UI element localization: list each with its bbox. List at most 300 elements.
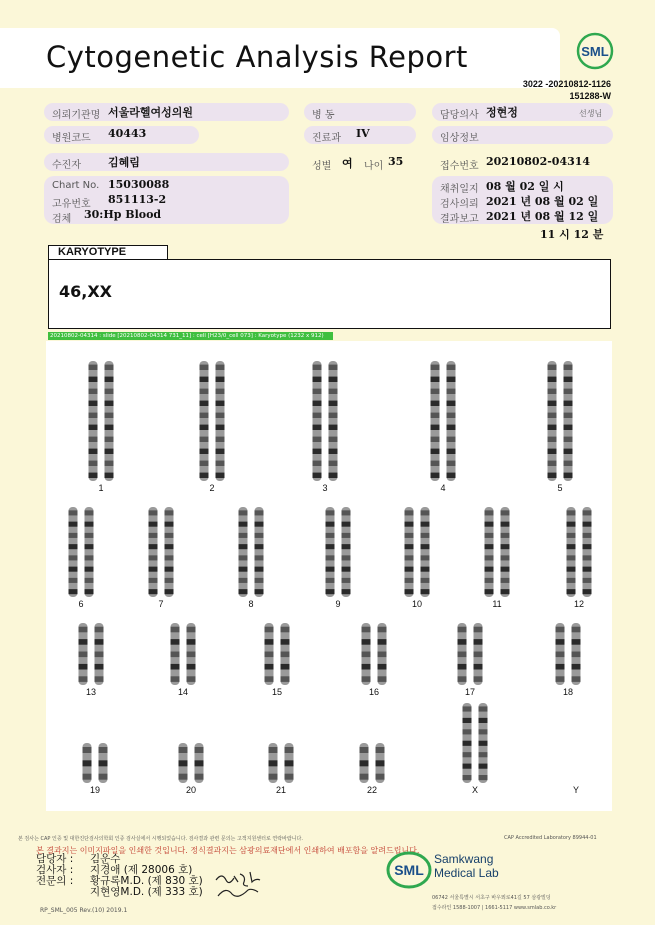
chromosome-band — [342, 544, 351, 549]
chromosome-band — [313, 365, 322, 370]
chromosome-label-7: 7 — [158, 599, 164, 609]
chromosome-band — [485, 510, 494, 515]
chromosome-band — [165, 522, 174, 527]
chromosome-band — [216, 461, 225, 466]
chromosome-pair-9 — [326, 507, 351, 609]
lab-name-line1: Samkwang — [434, 852, 494, 866]
chromosome-band — [89, 425, 98, 430]
chromosome-band — [105, 449, 114, 454]
chromosome-band — [326, 544, 335, 549]
chromosome-band — [405, 510, 414, 515]
chromosome-band — [362, 676, 371, 682]
chromosome-band — [564, 401, 573, 406]
chromosome-band — [463, 706, 472, 711]
chromosome-label-5: 5 — [557, 483, 563, 493]
chromosome-band — [376, 774, 385, 780]
chromosome-band — [69, 522, 78, 527]
chromosome-band — [85, 589, 94, 594]
chromosome-pair-1 — [89, 361, 114, 493]
chromosome-band — [342, 589, 351, 594]
chromosome-band — [149, 589, 158, 594]
chromosome-band — [583, 544, 592, 549]
chromosome-band — [187, 652, 196, 658]
chromosome — [326, 507, 335, 597]
id-no-value: 851113-2 — [108, 193, 167, 206]
chromosome — [342, 507, 351, 597]
chromosome-band — [583, 567, 592, 572]
chromosome — [69, 507, 78, 597]
chromosome-band — [165, 555, 174, 560]
chromosome-label-4: 4 — [440, 483, 446, 493]
chromosome-band — [255, 533, 264, 538]
chromosome-pair-13 — [79, 623, 104, 697]
chromosome-band — [479, 775, 488, 780]
chromosome-band — [326, 510, 335, 515]
chromosome-band — [342, 533, 351, 538]
chromosome-band — [187, 676, 196, 682]
chromosome-band — [79, 639, 88, 645]
hospital-code-label: 병원코드 — [52, 133, 91, 144]
chromosome-band — [165, 578, 174, 583]
chromosome-band — [216, 389, 225, 394]
chromosome-band — [83, 774, 92, 780]
chromosome-pair-18 — [556, 623, 581, 697]
chromosome-label-2: 2 — [209, 483, 215, 493]
chromosome-band — [485, 555, 494, 560]
chromosome-band — [421, 533, 430, 538]
chromosome-pair-8 — [239, 507, 264, 609]
chromosome-band — [329, 437, 338, 442]
chromosome-band — [281, 652, 290, 658]
result-time: 11 시 12 분 — [540, 228, 604, 241]
chromosome-band — [421, 544, 430, 549]
fine-print-right: CAP Accredited Laboratory 89944-01 — [504, 835, 597, 841]
chromosome-band — [362, 664, 371, 670]
chromosome-band — [567, 522, 576, 527]
fine-print-left: 본 검사는 CAP 인증 및 대한진단검사의학회 인증 검사실에서 시행되었습니다. 검사결과 관련 문의는 고객지원센터로 연락바랍니다. — [18, 836, 303, 842]
chromosome-band — [239, 544, 248, 549]
chromosome-band — [69, 510, 78, 515]
chromosome-band — [89, 473, 98, 478]
chromosome-band — [269, 747, 278, 753]
chromosome-band — [376, 747, 385, 753]
chromosome-band — [548, 449, 557, 454]
chromosome-band — [89, 389, 98, 394]
chromosome-band — [200, 437, 209, 442]
chromosome-label-21: 21 — [275, 785, 287, 795]
chromosome-band — [485, 544, 494, 549]
image-print-notice: 본 결과지는 이미지파일을 인쇄한 것입니다. 정식결과지는 삼광의료재단에서 인쇄하여 배포함을 알려드립니다. — [36, 846, 420, 855]
chromosome-pair-7 — [149, 507, 174, 609]
chromosome-label-10: 10 — [411, 599, 423, 609]
staff-name: 김운수 — [90, 853, 121, 865]
chromosome-band — [376, 760, 385, 766]
chromosome-pair-12 — [567, 507, 592, 609]
chromosome-band — [89, 377, 98, 382]
chromosome-band — [421, 578, 430, 583]
chromosome-band — [69, 533, 78, 538]
chromosome-band — [431, 365, 440, 370]
staff-list — [36, 854, 203, 898]
chromosome-pair-X — [463, 703, 488, 795]
chromosome-band — [216, 401, 225, 406]
chromosome — [85, 507, 94, 597]
chromosome-band — [474, 652, 483, 658]
chromosome-band — [583, 522, 592, 527]
chromosome-band — [548, 365, 557, 370]
svg-text:SML: SML — [581, 44, 609, 59]
staff-role: 담당자 : — [36, 853, 74, 865]
chromosome — [485, 507, 494, 597]
chromosome-pair-19 — [83, 743, 108, 795]
chromosome-band — [69, 544, 78, 549]
chromosome-band — [179, 747, 188, 753]
chromosome-band — [362, 627, 371, 633]
chromosome-band — [564, 413, 573, 418]
chromosome-band — [165, 533, 174, 538]
chromosome-band — [564, 389, 573, 394]
doctor-value: 정현정 — [486, 106, 518, 119]
chromosome-band — [95, 664, 104, 670]
chromosome-band — [105, 365, 114, 370]
chromosome-band — [285, 774, 294, 780]
chromosome-band — [79, 676, 88, 682]
chromosome-band — [239, 567, 248, 572]
chromosome-band — [583, 578, 592, 583]
chromosome-band — [447, 437, 456, 442]
chromosome-band — [378, 676, 387, 682]
chromosome-pair-5 — [548, 361, 573, 493]
chromosome-band — [171, 639, 180, 645]
chromosome-band — [89, 365, 98, 370]
chromosome-band — [95, 676, 104, 682]
chromosome-band — [421, 555, 430, 560]
chromosome-band — [360, 747, 369, 753]
chromosome-band — [431, 401, 440, 406]
chromosome-band — [313, 413, 322, 418]
chromosome-label-1: 1 — [98, 483, 104, 493]
chromosome-band — [326, 522, 335, 527]
chromosome-band — [239, 533, 248, 538]
chromosome-band — [474, 627, 483, 633]
chromosome-band — [548, 437, 557, 442]
chromosome-band — [265, 676, 274, 682]
chromosome-band — [281, 664, 290, 670]
chromosome-label-16: 16 — [368, 687, 380, 697]
staff-name: 지현영M.D. (제 333 호) — [90, 886, 203, 898]
chromosome-band — [405, 555, 414, 560]
chromosome-band — [200, 473, 209, 478]
chromosome-band — [200, 401, 209, 406]
chromosome-band — [195, 747, 204, 753]
chromosome-band — [485, 522, 494, 527]
chromosome-band — [105, 425, 114, 430]
chromosome-band — [239, 589, 248, 594]
karyotype-box — [48, 259, 611, 329]
chromosome-band — [285, 747, 294, 753]
chromosome-band — [501, 589, 510, 594]
chromosome-pair-6 — [69, 507, 94, 609]
sex-value: 여 — [342, 157, 353, 170]
age-label: 나이 — [364, 161, 384, 172]
chromosome-band — [89, 449, 98, 454]
chromosome-band — [421, 522, 430, 527]
chromosome-band — [431, 389, 440, 394]
chromosome-band — [463, 718, 472, 723]
chromosome-band — [171, 627, 180, 633]
chromosome-band — [95, 639, 104, 645]
chromosome-band — [99, 774, 108, 780]
chromosome-band — [313, 425, 322, 430]
dept-value: IV — [356, 127, 370, 140]
chromosome-band — [99, 747, 108, 753]
chromosome-band — [567, 533, 576, 538]
chromosome-band — [313, 473, 322, 478]
chromosome-band — [378, 652, 387, 658]
chromosome-band — [583, 533, 592, 538]
chromosome-band — [89, 461, 98, 466]
chromosome-band — [326, 578, 335, 583]
chromosome-label-20: 20 — [185, 785, 197, 795]
chromosome-band — [548, 413, 557, 418]
chromosome-band — [269, 760, 278, 766]
chromosome-band — [165, 510, 174, 515]
chromosome-band — [329, 449, 338, 454]
chromosome-band — [463, 775, 472, 780]
chromosome-band — [200, 449, 209, 454]
chromosome-band — [239, 510, 248, 515]
chromosome-band — [265, 664, 274, 670]
chromosome-band — [548, 461, 557, 466]
age-value: 35 — [388, 155, 404, 168]
chromosome-band — [447, 461, 456, 466]
chromosome — [149, 507, 158, 597]
chromosome-band — [149, 522, 158, 527]
chromosome-band — [255, 555, 264, 560]
chromosome-band — [458, 676, 467, 682]
chromosome-band — [378, 664, 387, 670]
chromosome-label-Y: Y — [572, 785, 580, 795]
chromosome-band — [572, 664, 581, 670]
chromosome-band — [200, 377, 209, 382]
staff-name: 황규록M.D. (제 830 호) — [90, 875, 203, 887]
chromosome-band — [447, 401, 456, 406]
chromosome-band — [342, 578, 351, 583]
chromosome-pair-16 — [362, 623, 387, 697]
chromosome-band — [179, 760, 188, 766]
specimen-label: 검체 — [52, 214, 72, 225]
chromosome-band — [431, 473, 440, 478]
chromosome-band — [458, 664, 467, 670]
chromosome-band — [265, 639, 274, 645]
chromosome-band — [149, 578, 158, 583]
chromosome-band — [479, 764, 488, 769]
chromosome-band — [216, 437, 225, 442]
chromosome-band — [329, 413, 338, 418]
chromosome-band — [447, 449, 456, 454]
chromosome-band — [200, 425, 209, 430]
doctor-label: 담당의사 — [440, 110, 479, 121]
lab-name-line2: Medical Lab — [434, 866, 499, 880]
chromosome-band — [105, 377, 114, 382]
chromosome-band — [313, 401, 322, 406]
chromosome-band — [463, 752, 472, 757]
chromosome-band — [405, 589, 414, 594]
chromosome-band — [105, 461, 114, 466]
karyotype-value: 46,XX — [59, 282, 113, 301]
chromosome-band — [165, 544, 174, 549]
chromosome-pair-2 — [200, 361, 225, 493]
chromosome-band — [501, 522, 510, 527]
chromosome — [405, 507, 414, 597]
chromosome-band — [447, 473, 456, 478]
chromosome-band — [501, 578, 510, 583]
lab-address-block — [432, 893, 556, 913]
chromosome-band — [405, 533, 414, 538]
chromosome-band — [239, 555, 248, 560]
chart-no-value: 15030088 — [108, 178, 170, 191]
form-code: RP_SML_005 Rev.(10) 2019.1 — [40, 907, 128, 914]
recipient-value: 김혜림 — [108, 156, 140, 169]
chromosome-band — [431, 461, 440, 466]
chromosome-band — [463, 741, 472, 746]
karyotype-tab: KARYOTYPE — [48, 245, 168, 259]
chromosome-band — [255, 567, 264, 572]
chromosome-label-15: 15 — [271, 687, 283, 697]
chromosome-band — [342, 567, 351, 572]
clinical-label: 임상정보 — [440, 133, 479, 144]
chromosome-pair-11 — [485, 507, 510, 609]
chromosome-band — [405, 567, 414, 572]
chromosome-band — [362, 652, 371, 658]
chromosome-band — [564, 365, 573, 370]
chromosome-band — [200, 461, 209, 466]
chromosome-band — [583, 555, 592, 560]
chromosome-band — [567, 567, 576, 572]
chromosome-band — [329, 377, 338, 382]
chromosome-label-17: 17 — [464, 687, 476, 697]
chromosome-band — [479, 729, 488, 734]
chromosome-band — [187, 639, 196, 645]
chromosome-band — [431, 377, 440, 382]
chromosome-band — [458, 639, 467, 645]
staff-name: 지경애 (제 28006 호) — [90, 864, 193, 876]
chromosome-band — [326, 589, 335, 594]
chromosome-band — [200, 389, 209, 394]
chromosome-band — [69, 589, 78, 594]
chromosome-band — [447, 377, 456, 382]
chromosome-band — [105, 473, 114, 478]
chromosome-pair-14 — [171, 623, 196, 697]
chromosome-band — [255, 522, 264, 527]
chromosome-band — [85, 522, 94, 527]
chromosome-band — [583, 510, 592, 515]
chromosome-band — [431, 437, 440, 442]
chromosome-band — [447, 425, 456, 430]
chromosome-band — [548, 425, 557, 430]
hospital-value: 서울라헬여성의원 — [108, 106, 194, 119]
chromosome-band — [281, 627, 290, 633]
chromosome-band — [360, 774, 369, 780]
chromosome-band — [567, 578, 576, 583]
chromosome-band — [200, 413, 209, 418]
chromosome-band — [149, 510, 158, 515]
chromosome-label-X: X — [471, 785, 479, 795]
receipt-value: 20210802-04314 — [486, 155, 591, 168]
chart-no-label: Chart No. — [52, 180, 100, 191]
chromosome-band — [255, 578, 264, 583]
chromosome-band — [501, 510, 510, 515]
chromosome-label-14: 14 — [177, 687, 189, 697]
chromosome-band — [431, 413, 440, 418]
image-caption-bar: 20210802-04314 : slide [20210802-04314 731_11] : cell [H23/0_cell 073] : Karyotype (1232 x 912) — [48, 332, 333, 340]
result-label: 결과보고 — [440, 214, 479, 225]
recipient-label: 수진자 — [52, 160, 81, 171]
chromosome-band — [479, 706, 488, 711]
chromosome-band — [195, 760, 204, 766]
chromosome-band — [187, 627, 196, 633]
chromosome-band — [69, 555, 78, 560]
chromosome-band — [85, 510, 94, 515]
chromosome-band — [360, 760, 369, 766]
chromosome-band — [85, 544, 94, 549]
chromosome-band — [239, 578, 248, 583]
chromosome-band — [83, 760, 92, 766]
chromosome-pair-15 — [265, 623, 290, 697]
chromosome-band — [255, 544, 264, 549]
chromosome-pair-22 — [360, 743, 385, 795]
chromosome-band — [79, 664, 88, 670]
chromosome — [239, 507, 248, 597]
chromosome-pair-4 — [431, 361, 456, 493]
specimen-value: 30:Hp Blood — [84, 208, 162, 221]
chromosome-band — [171, 676, 180, 682]
chromosome-band — [501, 555, 510, 560]
chromosome-band — [313, 377, 322, 382]
chromosome-band — [216, 377, 225, 382]
ward-label: 병 동 — [312, 110, 335, 121]
chromosome-band — [79, 627, 88, 633]
karyogram-image — [46, 341, 612, 811]
report-id-line1: 3022 -20210812-1126 — [522, 79, 611, 89]
chromosome-band — [171, 664, 180, 670]
chromosome-label-18: 18 — [562, 687, 574, 697]
chromosome-band — [265, 652, 274, 658]
chromosome-band — [85, 567, 94, 572]
chromosome-band — [85, 533, 94, 538]
hospital-label: 의뢰기관명 — [52, 110, 101, 121]
chromosome-band — [447, 413, 456, 418]
chromosome-band — [285, 760, 294, 766]
sex-label: 성별 — [312, 161, 332, 172]
chromosome-band — [362, 639, 371, 645]
chromosome-band — [485, 567, 494, 572]
id-no-label: 고유번호 — [52, 199, 91, 210]
result-value: 2021 년 08 월 12 일 — [486, 210, 599, 223]
chromosome-band — [567, 555, 576, 560]
signature-image — [212, 868, 262, 904]
chromosome-band — [501, 567, 510, 572]
chromosome-band — [556, 664, 565, 670]
chromosome-band — [564, 449, 573, 454]
chromosome-band — [501, 533, 510, 538]
chromosome-label-13: 13 — [85, 687, 97, 697]
chromosome-band — [255, 589, 264, 594]
chromosome-band — [567, 510, 576, 515]
chromosome-band — [567, 589, 576, 594]
chromosome-band — [405, 522, 414, 527]
chromosome-label-12: 12 — [573, 599, 585, 609]
